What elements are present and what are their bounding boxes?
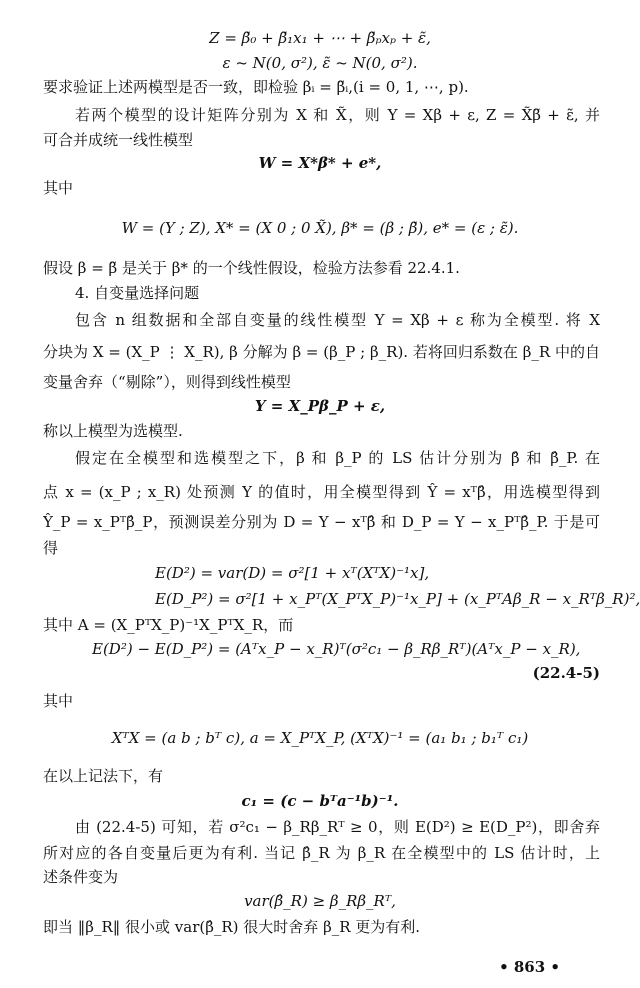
text-line: 其中 A = (X_PᵀX_P)⁻¹X_PᵀX_R，而 [43, 616, 294, 634]
text-line: 点 x = (x_P ; x_R) 处预测 Y 的值时，用全模型得到 Ŷ = xᵀβ̂，用选模型得到 [43, 483, 600, 501]
page-number: • 863 • [499, 958, 560, 976]
text-line: 由 (22.4-5) 可知，若 σ²c₁ − β_Rβ_Rᵀ ≥ 0，则 E(D²) ≥ E(D_P²)，即舍弃 [75, 818, 600, 836]
equation-z-model: Z = β̃₀ + β̃₁x₁ + ⋯ + β̃ₚxₚ + ε̃, [209, 29, 431, 47]
equation-w-model: W = X*β* + e*, [258, 154, 382, 172]
text-line: Ŷ_P = x_Pᵀβ̂_P，预测误差分别为 D = Y − xᵀβ̂ 和 D_P = Y − x_Pᵀβ̂_P. 于是可 [43, 513, 600, 531]
section-heading: 4. 自变量选择问题 [75, 284, 200, 302]
text-line: 即当 ‖β_R‖ 很小或 var(β̂_R) 很大时舍弃 β_R 更为有利. [43, 918, 421, 936]
equation-difference: E(D²) − E(D_P²) = (Aᵀx_P − x_R)ᵀ(σ²c₁ − β_Rβ_Rᵀ)(Aᵀx_P − x_R), [92, 640, 581, 658]
equation-ed2: E(D²) = var(D) = σ²[1 + xᵀ(XᵀX)⁻¹x], [155, 564, 430, 582]
text-line: 在以上记法下，有 [43, 767, 164, 785]
text-line: 假定在全模型和选模型之下，β 和 β_P 的 LS 估计分别为 β̂ 和 β̂_P. 在 [75, 449, 600, 467]
text-line: 包含 n 组数据和全部自变量的线性模型 Y = Xβ + ε 称为全模型. 将 X [75, 311, 600, 329]
text-line: 可合并成统一线性模型 [43, 131, 194, 149]
text-line: 其中 [43, 179, 74, 197]
text-line: 分块为 X = (X_P ⋮ X_R), β 分解为 β = (β_P ; β_R). 若将回归系数在 β_R 中的自 [43, 343, 600, 361]
equation-edp2: E(D_P²) = σ²[1 + x_Pᵀ(X_PᵀX_P)⁻¹x_P] + (x_PᵀAβ_R − x_Rᵀβ_R)², [155, 590, 640, 608]
equation-c1: c₁ = (c − bᵀa⁻¹b)⁻¹. [241, 792, 399, 810]
equation-matrices: W = (Y ; Z), X* = (X 0 ; 0 X̃), β* = (β ; β̃), e* = (ε ; ε̃). [121, 219, 519, 237]
equation-number: (22.4-5) [532, 664, 600, 682]
equation-xtx: XᵀX = (a b ; bᵀ c), a = X_PᵀX_P, (XᵀX)⁻¹ = (a₁ b₁ ; b₁ᵀ c₁) [111, 729, 529, 747]
text-line: 变量舍弃（“剔除”），则得到线性模型 [43, 373, 291, 391]
text-line: 所对应的各自变量后更为有利. 当记 β̂_R 为 β_R 在全模型中的 LS 估计时，上 [43, 844, 600, 862]
text-line: 假设 β = β̃ 是关于 β* 的一个线性假设，检验方法参看 22.4.1. [43, 259, 460, 277]
equation-select-model: Y = X_Pβ_P + ε, [254, 397, 386, 415]
text-line: 要求验证上述两模型是否一致，即检验 βᵢ = β̃ᵢ,(i = 0, 1, ⋯, p). [43, 78, 469, 96]
text-line: 得 [43, 539, 59, 557]
text-line: 述条件变为 [43, 868, 119, 886]
equation-var-condition: var(β̂_R) ≥ β_Rβ_Rᵀ, [244, 892, 396, 910]
text-line: 若两个模型的设计矩阵分别为 X 和 X̃，则 Y = Xβ + ε, Z = X̃β̃ + ε̃, 并 [75, 106, 600, 124]
equation-error-dist: ε ~ N(0, σ²), ε̃ ~ N(0, σ²). [222, 54, 418, 72]
text-line: 称以上模型为选模型. [43, 422, 183, 440]
text-line: 其中 [43, 692, 74, 710]
